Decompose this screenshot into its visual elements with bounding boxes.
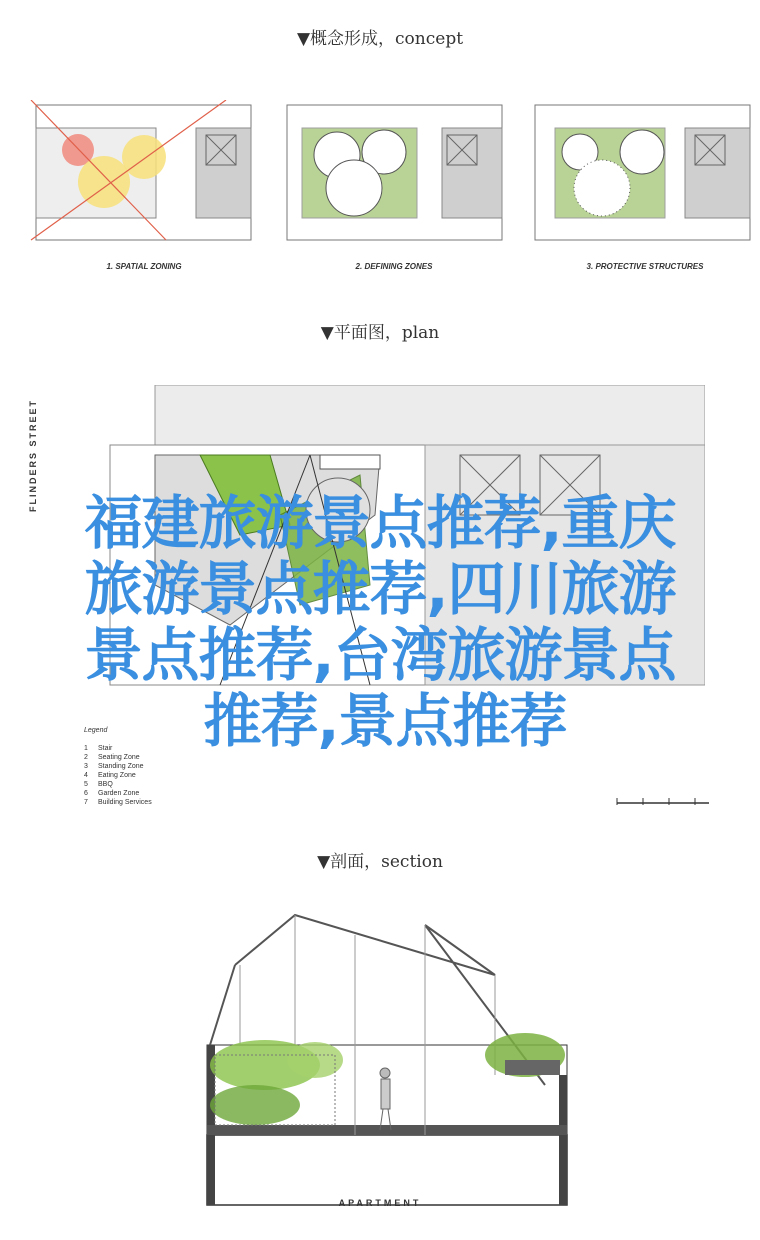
overlay-title-line: 旅游景点推荐,四川旅游 xyxy=(84,555,676,623)
concept-diagram-2 xyxy=(282,100,504,245)
legend-item: 1 Stair xyxy=(84,745,113,752)
legend-item: 5 BBQ xyxy=(84,781,113,788)
legend-item: 3 Standing Zone xyxy=(84,763,144,770)
caption-protective-structures: 3. PROTECTIVE STRUCTURES xyxy=(586,262,704,271)
legend-item: 6 Garden Zone xyxy=(84,790,140,797)
legend-item: 4 Eating Zone xyxy=(84,772,136,779)
legend-item: 2 Seating Zone xyxy=(84,754,140,761)
concept-diagram-1 xyxy=(26,100,256,245)
street-label: FLINDERS STREET xyxy=(28,398,38,512)
caption-spatial-zoning: 1. SPATIAL ZONING xyxy=(106,262,182,271)
apartment-label: APARTMENT xyxy=(338,1198,422,1208)
scale-bar xyxy=(615,795,711,809)
concept-heading: ▼概念形成，concept xyxy=(296,29,464,49)
plan-heading: ▼平面图，plan xyxy=(320,323,440,343)
overlay-title-line: 福建旅游景点推荐,重庆 xyxy=(84,489,676,557)
section-heading: ▼剖面，section xyxy=(317,852,443,872)
overlay-title-line: 景点推荐,台湾旅游景点 xyxy=(84,621,676,689)
section-drawing xyxy=(195,905,585,1210)
overlay-title-line: 推荐,景点推荐 xyxy=(203,687,567,755)
overlay-title xyxy=(0,490,760,754)
legend-title: Legend xyxy=(84,727,108,734)
caption-defining-zones: 2. DEFINING ZONES xyxy=(355,262,433,271)
legend-item: 7 Building Services xyxy=(84,799,152,806)
concept-diagram-3 xyxy=(530,100,752,245)
